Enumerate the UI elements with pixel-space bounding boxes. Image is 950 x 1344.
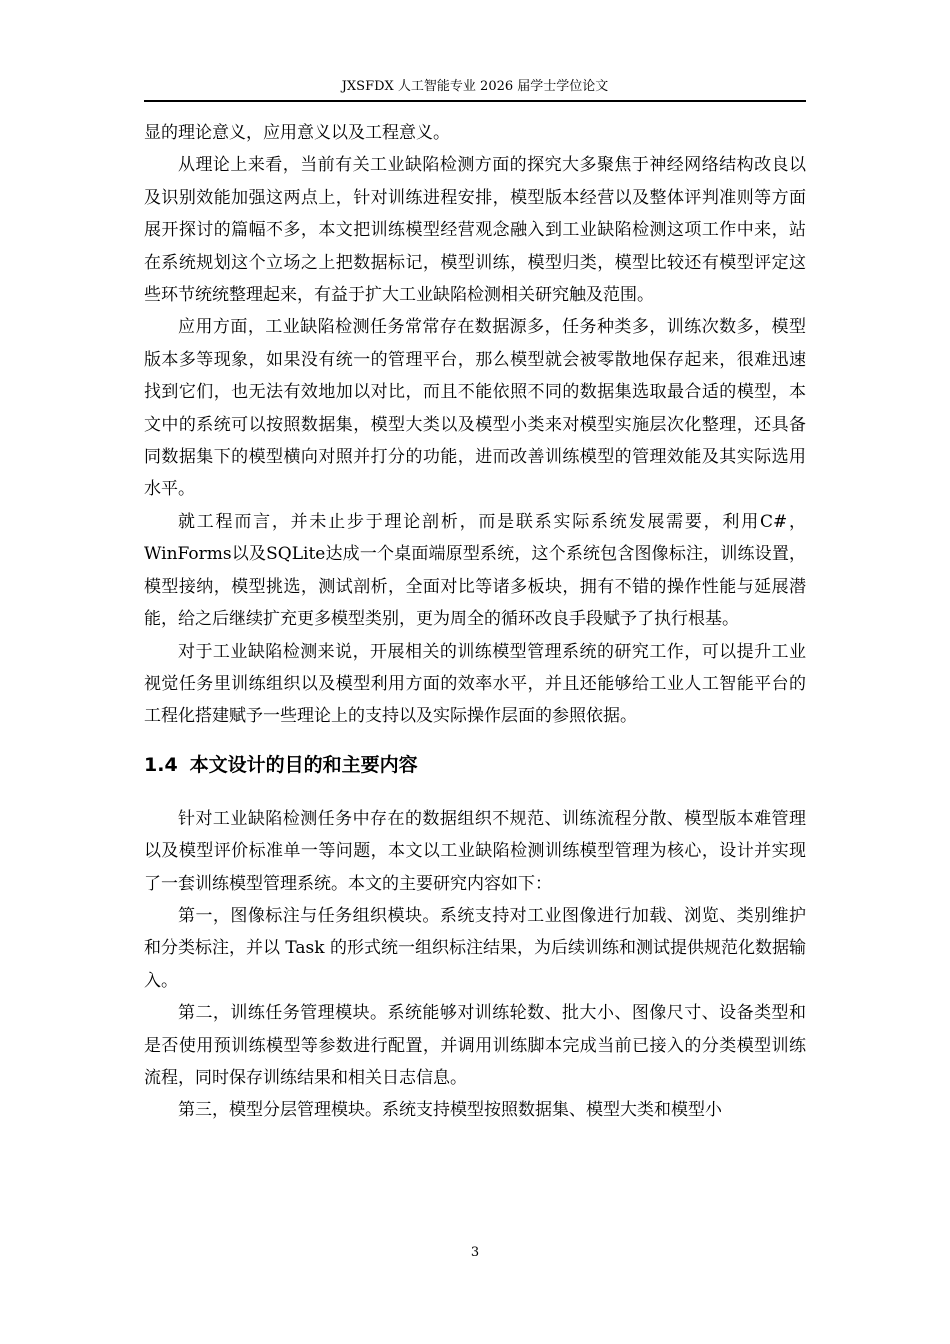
paragraph: 从理论上来看，当前有关工业缺陷检测方面的探究大多聚焦于神经网络结构改良以及识别效能加强这两点上，针对训练进程安排，模型版本经营以及整体评判准则等方面展开探讨的篇幅不多，本文把训练模型经营观念融入到工业缺陷检测这项工作中来，站在系统规划这个立场之上把数据标记，模型训练，模型归类，模型比较还有模型评定这些环节统统整理起来，有益于扩大工业缺陷检测相关研究触及范围。 bbox=[144, 155, 806, 306]
section-number: 1.4 bbox=[144, 753, 178, 776]
section-heading bbox=[144, 747, 806, 783]
paragraph: 第三，模型分层管理模块。系统支持模型按照数据集、模型大类和模型小 bbox=[178, 1100, 722, 1121]
paragraph: 针对工业缺陷检测任务中存在的数据组织不规范、训练流程分散、模型版本难管理以及模型评价标准单一等问题，本文以工业缺陷检测训练模型管理为核心，设计并实现了一套训练模型管理系统。本文的主要研究内容如下： bbox=[144, 808, 806, 894]
paragraph: 第二，训练任务管理模块。系统能够对训练轮数、批大小、图像尺寸、设备类型和是否使用预训练模型等参数进行配置，并调用训练脚本完成当前已接入的分类模型训练流程，同时保存训练结果和相关日志信息。 bbox=[144, 1003, 806, 1088]
paragraph: 对于工业缺陷检测来说，开展相关的训练模型管理系统的研究工作，可以提升工业视觉任务里训练组织以及模型利用方面的效率水平，并且还能够给工业人工智能平台的工程化搭建赋予一些理论上的支持以及实际操作层面的参照依据。 bbox=[144, 641, 806, 727]
paragraph: 显的理论意义，应用意义以及工程意义。 bbox=[144, 123, 450, 143]
page-number: 3 bbox=[470, 1245, 480, 1260]
paragraph: 就工程而言，并未止步于理论剖析，而是联系实际系统发展需要，利用C#，WinForms以及SQLite达成一个桌面端原型系统，这个系统包含图像标注，训练设置，模型接纳，模型挑选，测试剖析，全面对比等诸多板块，拥有不错的操作性能与延展潜能，给之后继续扩充更多模型类别，更为周全的循环改良手段赋予了执行根基。 bbox=[144, 511, 806, 630]
header-rule bbox=[144, 100, 806, 102]
section-title: 本文设计的目的和主要内容 bbox=[189, 753, 418, 776]
running-header: JXSFDX 人工智能专业 2026 届学士学位论文 bbox=[341, 79, 609, 94]
page-body bbox=[144, 117, 806, 1127]
paragraph: 第一，图像标注与任务组织模块。系统支持对工业图像进行加载、浏览、类别维护和分类标注，并以 Task 的形式统一组织标注结果，为后续训练和测试提供规范化数据输入。 bbox=[144, 905, 806, 991]
paragraph: 应用方面，工业缺陷检测任务常常存在数据源多，任务种类多，训练次数多，模型版本多等现象，如果没有统一的管理平台，那么模型就会被零散地保存起来，很难迅速找到它们，也无法有效地加以对比，而且不能依照不同的数据集选取最合适的模型，本文中的系统可以按照数据集，模型大类以及模型小类来对模型实施层次化整理，还具备同数据集下的模型横向对照并打分的功能，进而改善训练模型的管理效能及其实际选用水平。 bbox=[144, 317, 806, 500]
